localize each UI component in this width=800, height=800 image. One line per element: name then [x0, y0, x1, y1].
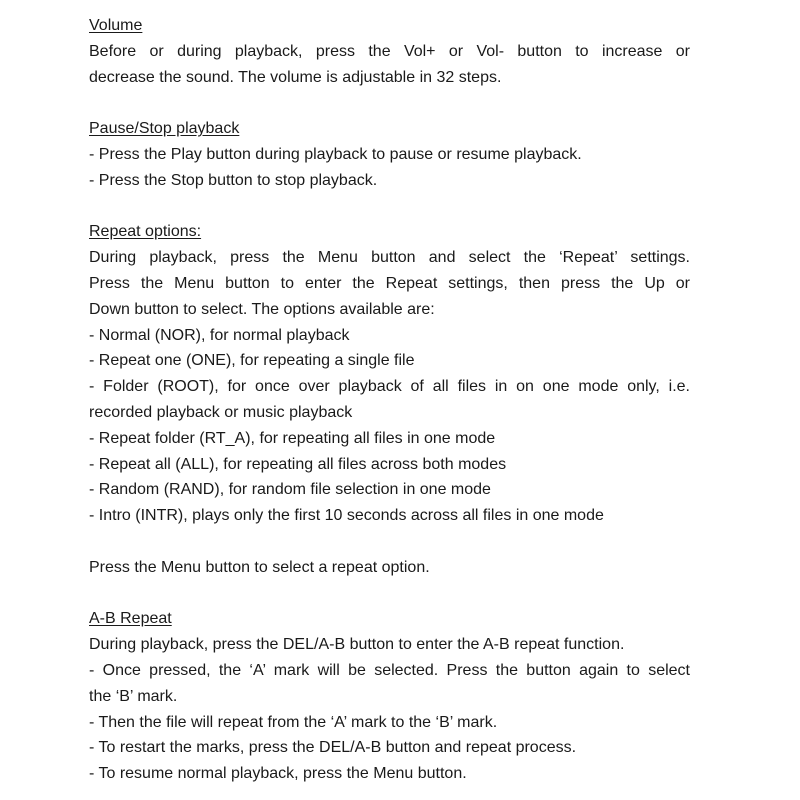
ab-repeat-line-6: - To resume normal playback, press the Menu button. [89, 765, 467, 783]
repeat-option-one: - Repeat one (ONE), for repeating a single file [89, 352, 415, 370]
manual-page [89, 13, 690, 787]
repeat-option-random: - Random (RAND), for random file selection in one mode [89, 481, 491, 499]
section-ab-repeat [89, 606, 690, 787]
section-volume [89, 13, 690, 90]
ab-repeat-line-3: the ‘B’ mark. [89, 687, 178, 705]
pause-stop-line-1: - Press the Play button during playback to pause or resume playback. [89, 145, 582, 163]
section-repeat [89, 219, 690, 580]
repeat-heading: Repeat options: [89, 223, 202, 241]
spacer [89, 194, 690, 220]
ab-repeat-heading: A-B Repeat [89, 610, 172, 628]
ab-repeat-line-2: - Once pressed, the ‘A’ mark will be selected. Press the button again to select [89, 661, 690, 679]
repeat-line-2: Press the Menu button to enter the Repeat settings, then press the Up or [89, 274, 690, 292]
spacer [89, 90, 690, 116]
section-pause-stop [89, 116, 690, 193]
repeat-option-folder-rt-a: - Repeat folder (RT_A), for repeating all files in one mode [89, 429, 496, 447]
volume-heading: Volume [89, 17, 143, 34]
repeat-line-1: During playback, press the Menu button and select the ‘Repeat’ settings. [89, 249, 690, 267]
pause-stop-line-2: - Press the Stop button to stop playback. [89, 171, 378, 189]
repeat-option-all: - Repeat all (ALL), for repeating all files across both modes [89, 455, 507, 473]
pause-stop-heading: Pause/Stop playback [89, 120, 240, 138]
repeat-option-folder: - Folder (ROOT), for once over playback of all files in on one mode only, i.e. [89, 378, 690, 396]
repeat-line-3: Down button to select. The options available are: [89, 300, 435, 318]
spacer [89, 581, 690, 607]
volume-line-2: decrease the sound. The volume is adjustable in 32 steps. [89, 68, 502, 86]
repeat-option-folder-cont: recorded playback or music playback [89, 403, 353, 421]
repeat-note: Press the Menu button to select a repeat option. [89, 558, 430, 576]
repeat-option-intro: - Intro (INTR), plays only the first 10 seconds across all files in one mode [89, 507, 604, 525]
ab-repeat-line-1: During playback, press the DEL/A-B button to enter the A-B repeat function. [89, 636, 625, 654]
ab-repeat-line-4: - Then the file will repeat from the ‘A’ mark to the ‘B’ mark. [89, 713, 498, 731]
volume-line-1: Before or during playback, press the Vol+ or Vol- button to increase or [89, 42, 690, 60]
spacer [89, 529, 690, 555]
repeat-option-normal: - Normal (NOR), for normal playback [89, 326, 350, 344]
ab-repeat-line-5: - To restart the marks, press the DEL/A-B button and repeat process. [89, 739, 577, 757]
